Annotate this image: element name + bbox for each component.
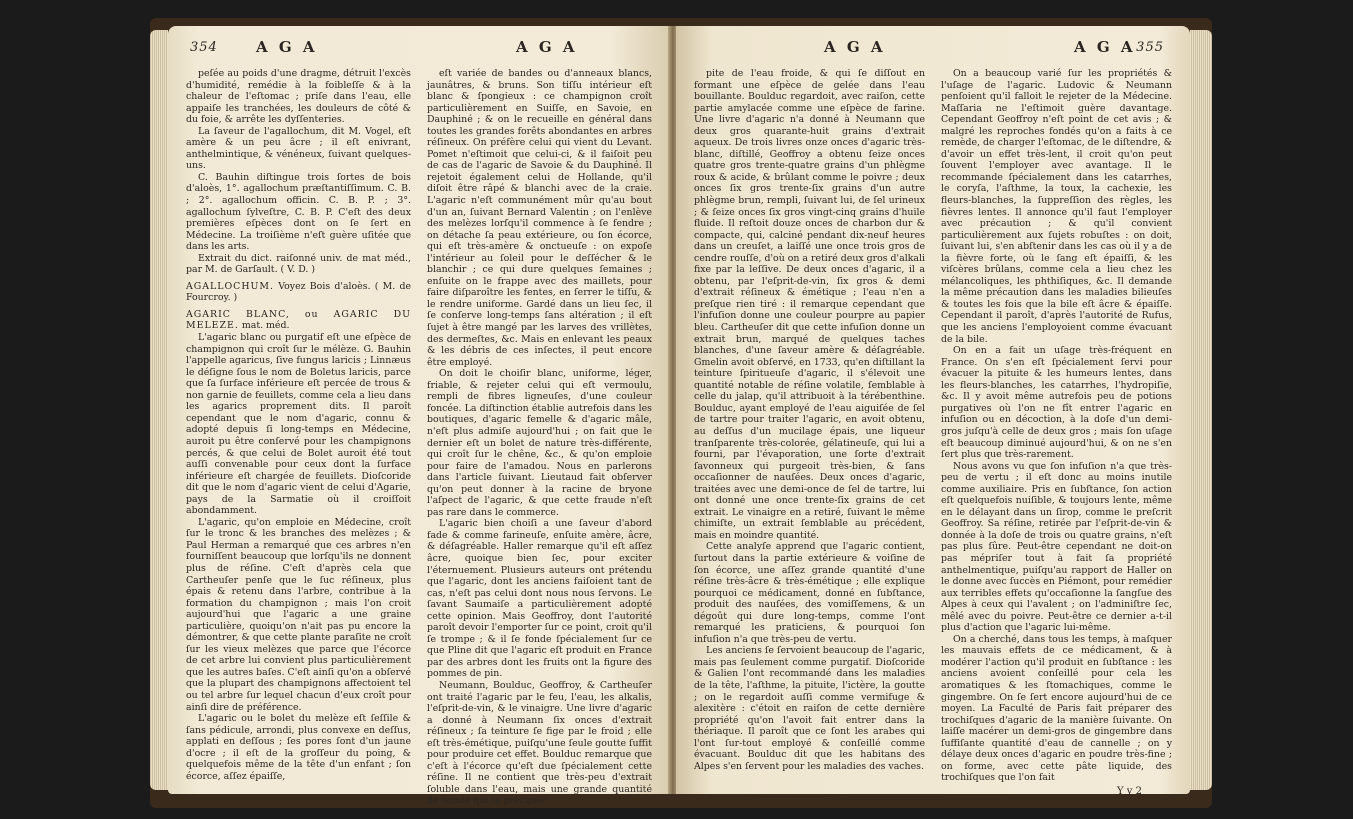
text-paragraph: L'agaric blanc ou purgatif eſt une eſpèce de champignon qui croît ſur le mélèze. G. Bauhin l'appelle agaricus, ſive fungus laricis ; Linnæus le déſigne ſous le nom de Boletus laricis, parce que ſa ſurface inférieure eſt percée de trous & non garnie de feuillets, comme cela a lieu dans les agarics proprement dits. Il paroît cependant que le nom d'agaric, connu & adopté depuis ſi long-temps en Médecine, auroit pu être conſervé pour les champignons percés, & que celui de Bolet auroit été tout auſſi convenable pour ceux dont la ſurface inférieure eſt chargée de feuillets. Dioſcoride dit que le nom d'agaric vient de celui d'Agarie, pays de la Sarmatie où il croiſſoit abondamment. — [186, 332, 411, 517]
right-page-header — [694, 36, 1172, 62]
text-paragraph: C. Bauhin diſtingue trois ſortes de bois d'aloès, 1°. agallochum præſtantiſſimum. C. B. ; 2°. agallochum officin. C. B. P. ; 3°. agallochum ſylveſtre, C. B. P. C'eſt des deux premières eſpèces dont on ſe ſert en Médecine. La troiſième n'eſt guère uſitée que dans les arts. — [186, 171, 411, 253]
page-number-right: 355 — [1136, 40, 1164, 55]
text-paragraph: On doit le choiſir blanc, uniforme, léger, friable, & rejeter celui qui eſt vermoulu, rempli de fibres ligneuſes, d'une couleur foncée. La diſtinction établie autrefois dans les boutiques, d'agaric femelle & d'agaric mâle, n'eſt plus admiſe aujourd'hui ; on fait que le dernier eſt un bolet de nature très-différente, qui croît ſur le chêne, &c., & qu'on emploie pour faire de l'amadou. Nous en parlerons dans l'article ſuivant. Lieutaud fait obſerver qu'on peut donner à la racine de bryone l'aſpect de l'agaric, & que cette fraude n'eſt pas rare dans le commerce. — [427, 368, 652, 518]
text-paragraph: Cette analyſe apprend que l'agaric contient, ſurtout dans la partie extérieure & voiſine de ſon écorce, une aſſez grande quantité d'une réſine très-âcre & très-émétique ; elle explique pourquoi ce médicament, donné en ſubſtance, produit des nauſées, des vomiſſemens, & un dégoût qui dure long-temps, comme l'ont remarqué les praticiens, & pourquoi ſon infuſion n'a que très-peu de vertu. — [694, 541, 925, 645]
right-page-columns — [694, 68, 1172, 784]
entry-paragraph — [186, 281, 411, 304]
entry-paragraph — [186, 309, 411, 332]
entry-text: mat. méd. — [238, 320, 290, 332]
text-paragraph: On a cherché, dans tous les temps, à maſquer les mauvais effets de ce médicament, & à modérer l'action qu'il produit en ſubſtance : les anciens avoient conſeillé pour cela les aromatiques & les ſtomachiques, comme le gingembre. On ſe ſert encore aujourd'hui de ce moyen. La Faculté de Paris fait préparer des trochiſques d'agaric de la manière ſuivante. On laiſſe macérer un demi-gros de gingembre dans ſuffiſante quantité d'eau de cannelle ; on y délaye deux onces d'agaric en poudre très-fine ; on forme, avec cette pâte liquide, des trochiſques que l'on fait — [941, 633, 1172, 784]
text-paragraph: L'agaric ou le bolet du melèze eſt ſeſſile & ſans pédicule, arrondi, plus convexe en deſſus, applati en deſſous ; ſes pores ſont d'un jaune d'ocre ; il eſt de la groſſeur du poing, & quelquefois même de la tête d'un enfant ; ſon écorce, aſſez épaiſſe, — [186, 713, 411, 782]
left-page-columns — [186, 68, 652, 807]
text-paragraph: peſée au poids d'une dragme, détruit l'excès d'humidité, remédie à la foibleſſe & à la chaleur de l'eſtomac ; priſe dans l'eau, elle appaiſe les tranchées, les douleurs de côté & du foie, & arrête les dyſſenteries. — [186, 68, 411, 126]
right-page — [676, 26, 1190, 797]
running-head-left-1: A G A — [256, 38, 318, 56]
text-paragraph: pite de l'eau froide, & qui ſe diſſout en formant une eſpèce de gelée dans l'eau bouillante. Boulduc regardoit, avec raiſon, cette partie amylacée comme une eſpèce de farine. Une livre d'agaric n'a donné à Neumann que deux gros quarante-huit grains d'extrait aqueux. De trois livres onze onces d'agaric très-blanc, diſtillé, Geoffroy a obtenu ſeize onces quatre gros trente-quatre grains d'un phlègme roux & acide, & brûlant comme le poivre ; deux onces ſix gros trente-ſix grains d'un autre phlègme brun, rempli, ſuivant lui, de ſel urineux ; & ſeize onces ſix gros vingt-cinq grains d'huile fluide. Il reſtoit douze onces de charbon dur & compacte, qui, calciné pendant dix-neuf heures dans un creuſet, a laiſſé une once trois gros de cendre rouſſe, d'où on a retiré deux gros d'alkali fixe par la leſſive. De deux onces d'agaric, il a obtenu, par l'eſprit-de-vin, ſix gros & demi d'extrait réſineux & émétique ; l'eau n'en a preſque rien tiré : il remarque cependant que l'infuſion donne une couleur pourpre au papier bleu. Cartheuſer dit que cette infuſion donne un extrait brun, marqué de quelques taches blanches, d'une ſaveur amère & déſagréable. Gmelin avoit obſervé, en 1733, qu'en diſtillant la teinture ſpiritueuſe d'agaric, il s'élevoit une quantité notable de réſine volatile, ſemblable à celle du jalap, qu'il attribuoit à la térébenthine. Boulduc, ayant employé de l'eau aiguiſée de ſel de tartre pour traiter l'agaric, en avoit obtenu, au deſſus d'un mucilage épais, une liqueur tranſparente très-colorée, gélatineuſe, qui lui a fourni, par l'évaporation, une ſorte d'extrait ſavonneux qui purgeoit très-bien, & ſans occaſionner de nauſées. Deux onces d'agaric, traitées avec une demi-once de ſel de tartre, lui ont donné une once trente-ſix grains de cet extrait. Le vinaigre en a retiré, ſuivant le même chimiſte, un extrait ſemblable au précédent, mais en moindre quantité. — [694, 68, 925, 541]
running-head-right-2: A G A — [1074, 38, 1136, 56]
right-column-2 — [941, 68, 1172, 784]
text-paragraph: Nous avons vu que ſon infuſion n'a que très-peu de vertu ; il eſt donc au moins inutile comme auxiliaire. Pris en ſubſtance, ſon action eſt quelquefois nuiſible, & toujours lente, même en le délayant dans un ſirop, comme le preſcrit Geoffroy. Sa réſine, retirée par l'eſprit-de-vin & donnée à la doſe de trois ou quatre grains, n'eſt pas plus ſûre. Peut-être cependant ne doit-on pas mépriſer tout à fait ſa propriété anthelmentique, puiſqu'au rapport de Haller on le donne avec ſuccès en Piémont, pour remédier aux terribles effets qu'occaſionne la ſangſue des Alpes à ceux qui l'avalent ; on l'adminiſtre ſec, mêlé avec du poivre. Peut-être ce dernier a-t-il plus d'action que l'agaric lui-même. — [941, 460, 1172, 634]
signature-mark: Y y 2 — [1117, 785, 1142, 797]
left-column-2 — [427, 68, 652, 807]
entry-headword: AGARIC BLANC, ou AGARIC DU MELEZE. — [186, 308, 411, 332]
text-paragraph: L'agaric, qu'on emploie en Médecine, croît ſur le tronc & les branches des melèzes ; & Paul Herman a remarqué que ces arbres n'en fourniſſent beaucoup que lorſqu'ils ne donnent plus de réſine. C'eſt d'après cela que Cartheuſer penſe que le ſuc réſineux, plus épais & retenu dans l'arbre, contribue à la formation du champignon ; mais l'on croit aujourd'hui que l'agaric a une graine particulière, quoiqu'on n'ait pas pu encore la démontrer, & que cette plante paraſite ne croît ſur les vieux melèzes que parce que l'écorce de cet arbre lui convient plus particulièrement que les autres baſes. C'eſt ainſi qu'on a obſervé que la plupart des champignons affectoient tel ou tel arbre ſur lequel chacun d'eux croît pour ainſi dire de préférence. — [186, 516, 411, 713]
text-paragraph: On en a fait un uſage très-fréquent en France. On s'en eſt ſpécialement ſervi pour évacuer la pituite & les humeurs lentes, dans les fleurs-blanches, les catarrhes, l'hydropiſie, &c. Il y avoit même autrefois peu de potions purgatives où l'on ne fît entrer l'agaric en infuſion ou en décoction, à la doſe d'un demi-gros juſqu'à celle de deux gros ; mais ſon uſage eſt beaucoup diminué aujourd'hui, & on ne s'en ſert plus que très-rarement. — [941, 345, 1172, 461]
running-head-right-1: A G A — [824, 38, 886, 56]
text-paragraph: Extrait du dict. raiſonné univ. de mat méd., par M. de Garſault. ( V. D. ) — [186, 252, 411, 276]
left-page-header — [186, 36, 652, 62]
right-column-1 — [694, 68, 925, 784]
text-paragraph: eſt variée de bandes ou d'anneaux blancs, jaunâtres, & bruns. Son tiſſu intérieur eſt blanc & ſpongieux : ce champignon croît particulièrement en Suiſſe, en Savoie, en Dauphiné ; & on le recueille en général dans toutes les grandes forêts abondantes en arbres réſineux. On préfère celui qui vient du Levant. Pomet n'eſtimoit que celui-ci, & il faiſoit peu de cas de l'agaric de Savoie & du Dauphiné. Il rejetoit également celui de Hollande, qu'il diſoit être râpé & blanchi avec de la craie. L'agaric n'eſt communément mûr qu'au bout d'un an, ſuivant Bernard Valentin ; on l'enlève des melèzes lorſqu'il commence à ſe fendre ; on détache ſa peau extérieure, ou ſon écorce, qui eſt très-amère & onctueuſe : on expoſe l'intérieur au ſoleil pour le deſſécher & le blanchir ; ce qui dure quelques ſemaines ; enſuite on le frappe avec des maillets, pour faire diſparoître les fentes, en ſerrer le tiſſu, & le rendre uniforme. Gardé dans un lieu ſec, il ſe conſerve long-temps ſans altération ; il eſt ſujet à être mangé par les larves des vrillètes, des dermeſtes, &c. Mais en enlevant les peaux & les débris de ces inſectes, il peut encore être employé. — [427, 68, 652, 368]
left-page-edges — [150, 30, 168, 790]
running-head-left-2: A G A — [516, 38, 578, 56]
entry-text: Voyez Bois d'aloès. ( M. de Fourcroy. ) — [186, 280, 411, 304]
entry-headword: AGALLOCHUM. — [186, 280, 274, 292]
text-paragraph: Neumann, Boulduc, Geoffroy, & Cartheuſer ont traité l'agaric par le feu, l'eau, les alkalis, l'eſprit-de-vin, & le vinaigre. Une livre d'agaric a donné à Neumann ſix onces d'extrait réſineux ; ſa teinture ſe fige par le froid ; elle eſt très-émétique, puiſqu'une ſeule goutte ſuffit pour produire cet effet. Boulduc remarque que c'eſt à l'écorce qu'eſt due ſpécialement cette réſine. Il ne contient que très-peu d'extrait ſoluble dans l'eau, mais une grande quantité de fécule qui ſe précipite — [427, 679, 652, 807]
text-paragraph: Les anciens ſe ſervoient beaucoup de l'agaric, mais pas ſeulement comme purgatif. Dioſcoride & Galien l'ont recommandé dans les maladies de la tête, l'aſthme, la pituite, l'ictère, la goutte ; on le regardoit auſſi comme vermifuge & alexitère : c'étoit en raiſon de cette dernière propriété qu'on l'avoit fait entrer dans la thériaque. Il paroît que ce ſont les arabes qui l'ont ſur-tout employé & conſeillé comme évacuant. Boulduc dit que les habitans des Alpes s'en ſervent pour les maladies des vaches. — [694, 645, 925, 772]
text-paragraph: La ſaveur de l'agallochum, dit M. Vogel, eſt amère & un peu âcre ; il eſt enivrant, anthelmintique, & vénéneux, ſuivant quelques-uns. — [186, 125, 411, 172]
text-paragraph: On a beaucoup varié ſur les propriétés & l'uſage de l'agaric. Ludovic & Neumann penſoient qu'il falloit le rejeter de la Médecine. Maſſaria ne l'eſtimoit guère davantage. Cependant Geoffroy n'eſt point de cet avis ; & malgré les reproches fondés qu'on a faits à ce remède, de charger l'eſtomac, de le diſtendre, & d'avoir un effet très-lent, il croit qu'on peut ſouvent l'employer avec avantage. Il le recommande ſpécialement dans les catarrhes, le coryſa, l'aſthme, la toux, la cachexie, les fleurs-blanches, la ſuppreſſion des règles, les fièvres lentes. Il annonce qu'il faut l'employer avec précaution ; & qu'il convient particulièrement aux ſujets robuſtes : on doit, ſuivant lui, s'en abſtenir dans les cas où il y a de la fièvre forte, où le ſang eſt épaiſſi, & les viſcères brûlans, comme cela a lieu chez les mélancoliques, les phthiſiques, &c. Il demande la même précaution dans les maladies bilieuſes & toutes les fois que la bile eſt âcre & épaiſſe. Cependant il paroît, d'après l'autorité de Rufus, que les anciens l'employoient comme évacuant de la bile. — [941, 68, 1172, 345]
left-column-1 — [186, 68, 411, 807]
left-page — [168, 26, 670, 807]
right-page-edges — [1190, 30, 1212, 790]
text-paragraph: L'agaric bien choiſi a une ſaveur d'abord fade & comme farineuſe, enſuite amère, âcre, & déſagréable. Haller remarque qu'il eſt aſſez âcre, quoique bien ſec, pour exciter l'éternuement. Plusieurs auteurs ont prétendu que l'agaric, dont les anciens faiſoient tant de cas, n'eſt pas celui dont nous nous ſervons. Le ſavant Saumaiſe a particulièrement adopté cette opinion. Mais Geoffroy, dont l'autorité paroît devoir l'emporter ſur ce point, croit qu'il ſe trompe ; & il ſe fonde ſpécialement ſur ce que Pline dit que l'agaric eſt produit en France par des arbres dont les fruits ont la figure des pommes de pin. — [427, 518, 652, 680]
page-number-left: 354 — [190, 40, 218, 55]
